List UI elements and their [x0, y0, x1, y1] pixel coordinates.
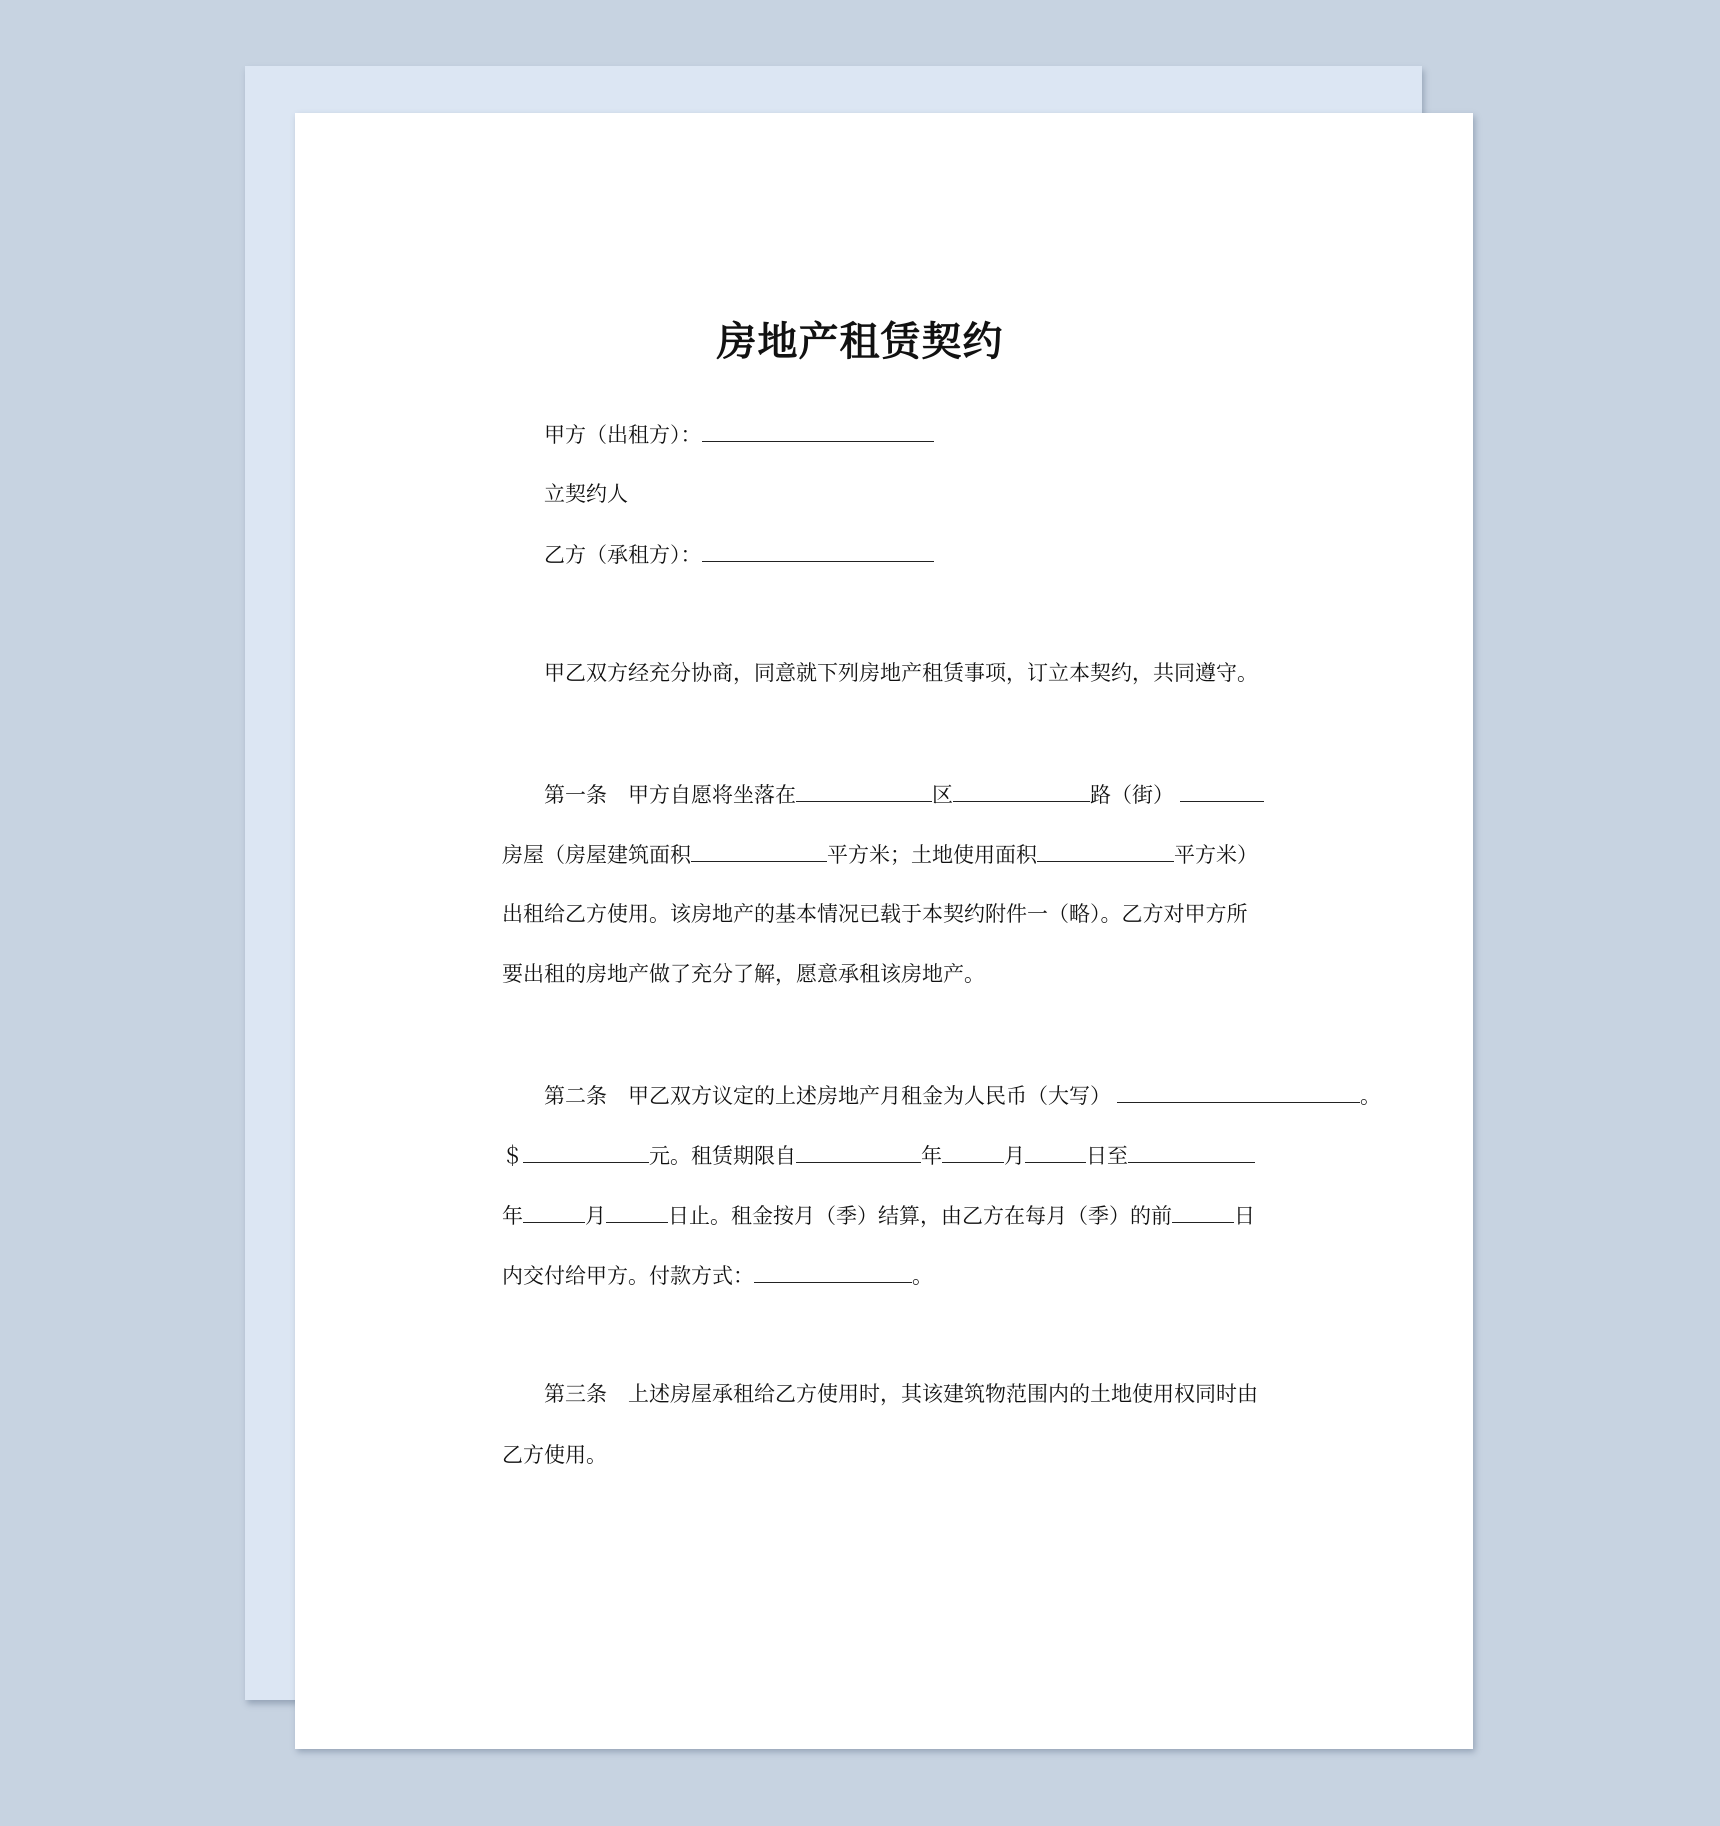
text: 月	[585, 1204, 606, 1228]
text: 。	[1360, 1084, 1381, 1108]
payment-days-blank[interactable]	[1172, 1202, 1234, 1223]
text: ＄	[502, 1144, 523, 1168]
rent-amount-blank[interactable]	[1117, 1082, 1360, 1103]
article2-line3	[502, 1202, 1255, 1229]
number-blank[interactable]	[1180, 781, 1264, 802]
text: 年	[502, 1204, 523, 1228]
start-month-blank[interactable]	[942, 1142, 1004, 1163]
text: 平方米；土地使用面积	[827, 843, 1037, 867]
party-a-line	[544, 421, 934, 448]
text: 。	[912, 1264, 933, 1288]
land-area-blank[interactable]	[1037, 841, 1174, 862]
start-day-blank[interactable]	[1025, 1142, 1086, 1163]
article1-line4: 要出租的房地产做了充分了解，愿意承租该房地产。	[502, 962, 985, 986]
article3-line1: 第三条 上述房屋承租给乙方使用时，其该建筑物范围内的土地使用权同时由	[544, 1382, 1258, 1406]
text: 月	[1004, 1144, 1025, 1168]
document-title: 房地产租赁契约	[716, 319, 1004, 365]
rent-number-blank[interactable]	[523, 1142, 649, 1163]
signatory-label: 立契约人	[544, 482, 628, 506]
text: 区	[932, 783, 953, 807]
text: 日	[1234, 1204, 1255, 1228]
end-day-blank[interactable]	[606, 1202, 668, 1223]
text: 日至	[1086, 1144, 1128, 1168]
end-year-blank[interactable]	[1128, 1142, 1255, 1163]
payment-method-blank[interactable]	[754, 1262, 912, 1283]
party-a-blank[interactable]	[702, 421, 934, 442]
article3-line2: 乙方使用。	[502, 1443, 607, 1467]
district-blank[interactable]	[796, 781, 932, 802]
party-a-label: 甲方（出租方）：	[544, 423, 702, 447]
article1-line2	[502, 841, 1258, 868]
text: 元。租赁期限自	[649, 1144, 796, 1168]
party-b-line	[544, 541, 934, 568]
article2-line2	[502, 1142, 1255, 1169]
building-area-blank[interactable]	[691, 841, 827, 862]
text: 日止。租金按月（季）结算，由乙方在每月（季）的前	[668, 1204, 1172, 1228]
article2-line4	[502, 1262, 933, 1289]
article1-line1	[544, 781, 1264, 808]
text: 第一条 甲方自愿将坐落在	[544, 783, 796, 807]
road-blank[interactable]	[953, 781, 1090, 802]
start-year-blank[interactable]	[796, 1142, 921, 1163]
text: 房屋（房屋建筑面积	[502, 843, 691, 867]
article2-line1	[544, 1082, 1381, 1109]
party-b-blank[interactable]	[702, 541, 934, 562]
text: 平方米）	[1174, 843, 1258, 867]
text: 路（街）	[1090, 783, 1174, 807]
article1-line3: 出租给乙方使用。该房地产的基本情况已载于本契约附件一（略）。乙方对甲方所	[502, 902, 1248, 926]
text: 年	[921, 1144, 942, 1168]
end-month-blank[interactable]	[523, 1202, 585, 1223]
text: 第二条 甲乙双方议定的上述房地产月租金为人民币（大写）	[544, 1084, 1111, 1108]
party-b-label: 乙方（承租方）：	[544, 543, 702, 567]
text: 内交付给甲方。付款方式：	[502, 1264, 754, 1288]
preamble: 甲乙双方经充分协商，同意就下列房地产租赁事项，订立本契约，共同遵守。	[544, 661, 1258, 685]
